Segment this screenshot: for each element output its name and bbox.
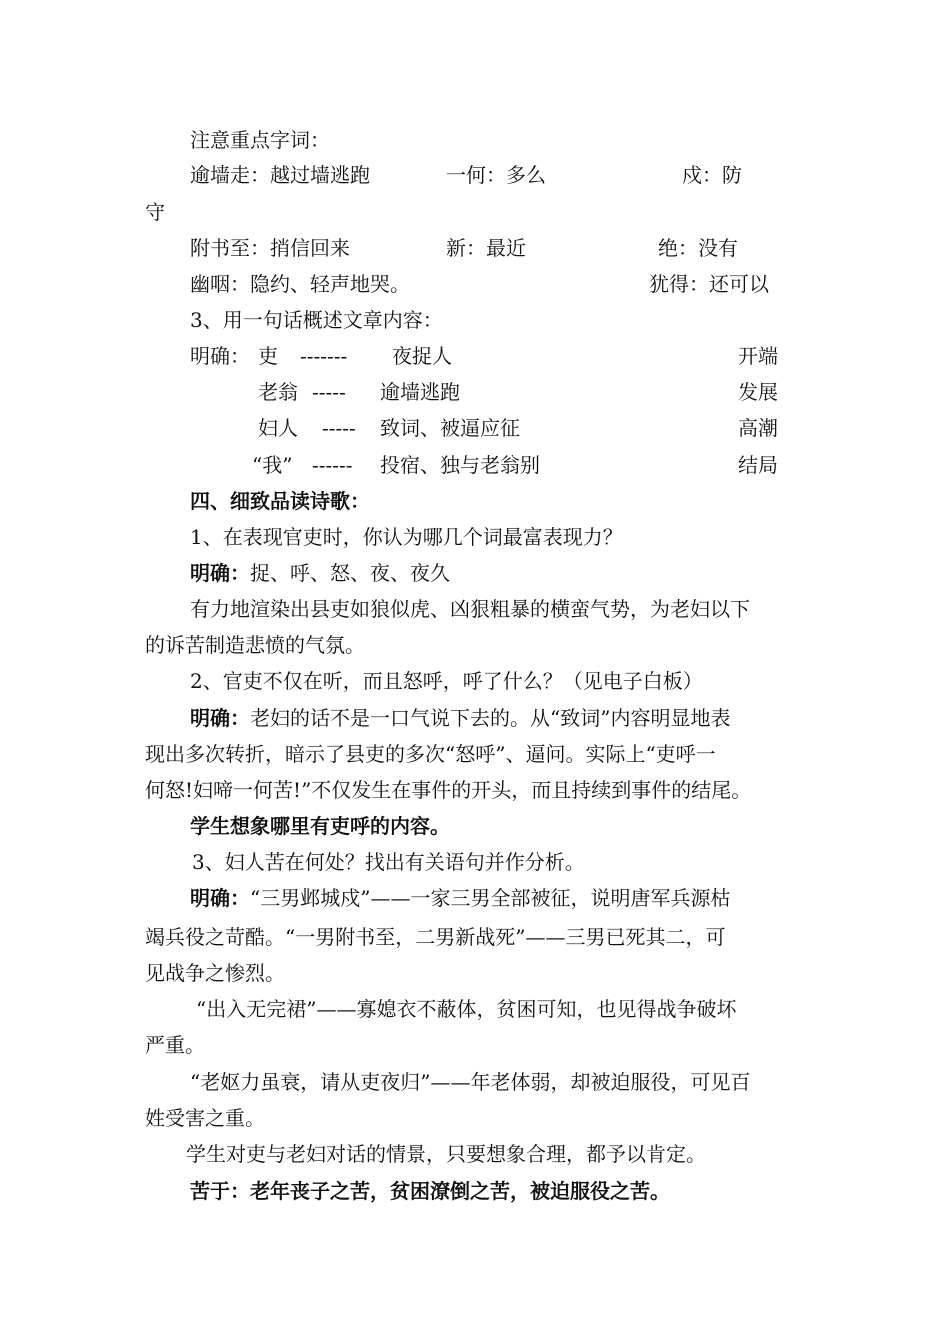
question: 3、妇人苦在何处？找出有关语句并作分析。 — [192, 850, 585, 874]
paragraph-line: “出入无完裙”——寡媳衣不蔽体，贫困可知，也见得战争破坏 — [196, 997, 737, 1021]
question: 2、官吏不仅在听，而且怒呼，呼了什么？（见电子白板） — [190, 669, 703, 693]
vocab-heading: 注意重点字词： — [190, 128, 330, 152]
summary-character: “我” — [252, 453, 293, 477]
paragraph-line: 现出多次转折，暗示了县吏的多次“怒呼”、逼问。实际上“吏呼一 — [145, 742, 716, 766]
vocab-item-wrap: 守 — [145, 200, 165, 224]
vocab-item: 戍：防 — [682, 163, 742, 187]
vocab-item: 犹得：还可以 — [649, 272, 769, 296]
paragraph-line: 严重。 — [145, 1033, 205, 1057]
summary-event: 投宿、独与老翁别 — [380, 453, 540, 477]
summary-dash: ----- — [312, 380, 346, 404]
answer-text: 老妇的话不是一口气说下去的。从“致词”内容明显地表 — [250, 706, 731, 730]
summary-event: 致词、被逼应征 — [380, 416, 520, 440]
paragraph-line: 有力地渲染出县吏如狼似虎、凶狠粗暴的横蛮气势，为老妇以下 — [190, 597, 750, 621]
vocab-item: 新：最近 — [446, 236, 526, 260]
answer-label: 明确： — [190, 344, 250, 368]
answer-label: 明确： — [190, 706, 250, 730]
answer-text: 捉、呼、怒、夜、夜久 — [250, 561, 450, 585]
summary-dash: ------- — [300, 344, 348, 368]
paragraph-line: 学生对吏与老妇对话的情景，只要想象合理，都予以肯定。 — [186, 1142, 706, 1166]
summary-character: 老翁 — [258, 380, 298, 404]
summary-stage: 结局 — [738, 453, 778, 477]
summary-event: 逾墙逃跑 — [380, 380, 460, 404]
summary-character: 吏 — [258, 344, 278, 368]
answer-line — [190, 559, 450, 587]
summary-dash: ------ — [312, 453, 353, 477]
answer-line — [190, 884, 730, 912]
question: 3、用一句话概述文章内容： — [190, 308, 443, 332]
summary-dash: ----- — [322, 416, 356, 440]
answer-label: 明确： — [190, 886, 250, 910]
answer-label: 明确： — [190, 561, 250, 585]
vocab-item: 附书至：捎信回来 — [190, 236, 350, 260]
question: 1、在表现官吏时，你认为哪几个词最富表现力？ — [190, 525, 623, 549]
conclusion: 苦于：老年丧子之苦，贫困潦倒之苦，被迫服役之苦。 — [190, 1179, 670, 1203]
vocab-item: 逾墙走：越过墙逃跑 — [190, 163, 370, 187]
paragraph-line: 何怒!妇啼一何苦!”不仅发生在事件的开头，而且持续到事件的结尾。 — [145, 778, 752, 802]
answer-line — [190, 704, 730, 732]
paragraph-line: 见战争之惨烈。 — [145, 961, 285, 985]
summary-event: 夜捉人 — [392, 344, 452, 368]
vocab-item: 幽咽：隐约、轻声地哭。 — [190, 272, 410, 296]
paragraph-line: “老妪力虽衰，请从吏夜归”——年老体弱，却被迫服役，可见百 — [190, 1070, 751, 1094]
summary-stage: 开端 — [738, 344, 778, 368]
paragraph-line: 姓受害之重。 — [145, 1106, 265, 1130]
summary-stage: 高潮 — [738, 416, 778, 440]
vocab-item: 一何：多么 — [446, 163, 546, 187]
bold-note: 学生想象哪里有吏呼的内容。 — [190, 814, 450, 838]
section-heading: 四、细致品读诗歌： — [190, 489, 370, 513]
paragraph-line: 竭兵役之苛酷。“一男附书至，二男新战死”——三男已死其二，可 — [145, 925, 726, 949]
summary-character: 妇人 — [258, 416, 298, 440]
paragraph-line: 的诉苦制造悲愤的气氛。 — [145, 633, 365, 657]
summary-stage: 发展 — [738, 380, 778, 404]
answer-text: “三男邺城戍”——一家三男全部被征，说明唐军兵源枯 — [250, 886, 731, 910]
vocab-item: 绝：没有 — [658, 236, 738, 260]
